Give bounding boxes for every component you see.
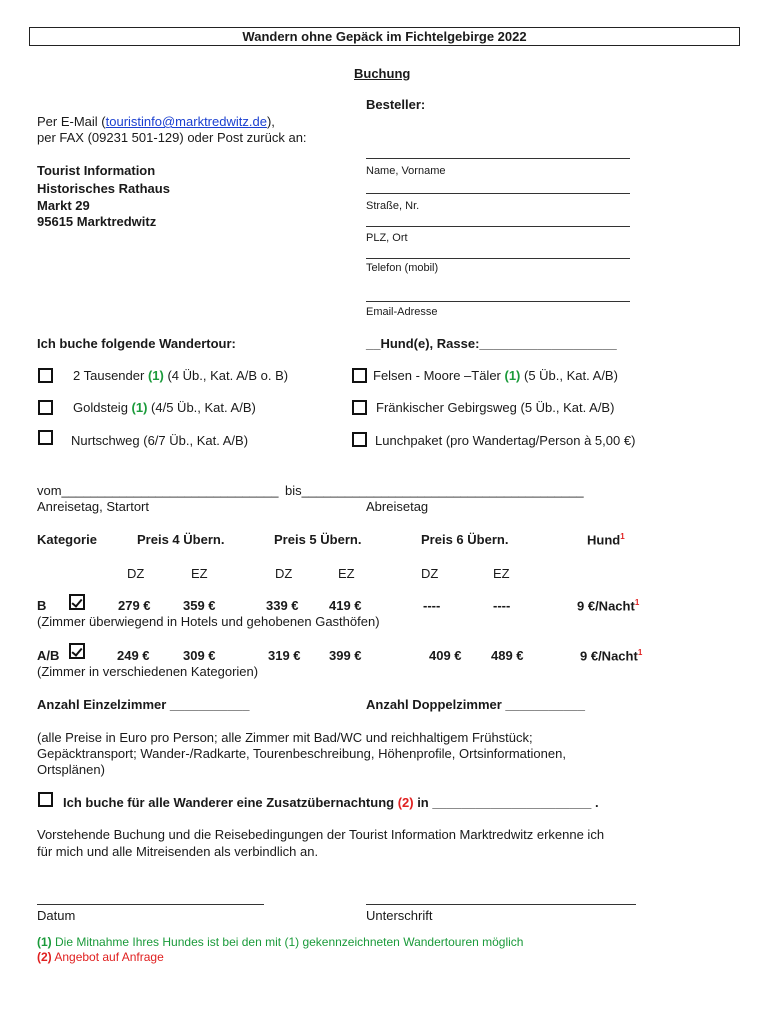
phone-field-label: Telefon (mobil) [366,262,439,274]
form-title: Wandern ohne Gepäck im Fichtelgebirge 2022 [29,27,740,46]
address-line-4: 95615 Marktredwitz [37,214,157,229]
footnote-1: (1) Die Mitnahme Ihres Hundes ist bei den mit (1) gekennzeichneten Wandertouren möglich [37,935,524,949]
row-ab-price: 409 € [429,648,462,663]
terms-line-1: Vorstehende Buchung und die Reisebedingungen der Tourist Information Marktredwitz erkenne ich [37,827,605,842]
email-link[interactable]: touristinfo@marktredwitz.de [105,114,267,129]
dog-breed-field[interactable]: __Hund(e), Rasse:___________________ [366,336,617,351]
row-b-price: 419 € [329,598,362,613]
tour-label-felsen-moore: Felsen - Moore –Täler (1) (5 Üb., Kat. A/B) [373,368,618,383]
col-header-5-nights: Preis 5 Übern. [274,532,362,547]
row-b-price: 339 € [266,598,299,613]
name-field-label: Name, Vorname [366,165,446,177]
from-date-label: Anreisetag, Startort [37,499,149,514]
terms-line-2: für mich und alle Mitreisenden als verbindlich an. [37,844,319,859]
name-field-line[interactable] [366,158,630,159]
row-ab-price: 399 € [329,648,362,663]
address-line-1: Tourist Information [37,163,156,178]
included-line-1: (alle Preise in Euro pro Person; alle Zimmer mit Bad/WC und reichhaltigem Frühstück; [37,730,533,745]
from-date-field[interactable]: vom______________________________ [37,483,279,498]
row-ab-price: 309 € [183,648,216,663]
address-line-2: Historisches Rathaus [37,181,170,196]
row-ab-price: 319 € [268,648,301,663]
street-field-line[interactable] [366,193,630,194]
subheader-dz-6: DZ [421,566,439,581]
tour-label-nurtschweg: Nurtschweg (6/7 Üb., Kat. A/B) [71,433,249,448]
tour-checkbox-fraenkischer[interactable] [352,400,367,415]
col-header-category: Kategorie [37,532,97,547]
row-b-category: B [37,598,47,613]
subheader-ez-4: EZ [191,566,208,581]
to-date-label: Abreisetag [366,499,429,514]
city-field-line[interactable] [366,226,630,227]
date-signature-line[interactable] [37,904,264,905]
tour-heading: Ich buche folgende Wandertour: [37,336,236,351]
email-field-line[interactable] [366,301,630,302]
city-field-label: PLZ, Ort [366,232,408,244]
col-header-4-nights: Preis 4 Übern. [137,532,225,547]
tour-label-goldsteig: Goldsteig (1) (4/5 Üb., Kat. A/B) [73,400,256,415]
subheader-dz-5: DZ [275,566,293,581]
single-rooms-field[interactable]: Anzahl Einzelzimmer ___________ [37,697,250,712]
row-ab-category: A/B [37,648,60,663]
subheader-dz-4: DZ [127,566,145,581]
row-b-price: ---- [423,598,441,613]
to-date-field[interactable]: bis_______________________________________ [285,483,584,498]
row-ab-note: (Zimmer in verschiedenen Kategorien) [37,664,259,679]
lunchpaket-label: Lunchpaket (pro Wandertag/Person à 5,00 €) [375,433,636,448]
row-b-price: ---- [493,598,511,613]
besteller-label: Besteller: [366,97,426,112]
col-header-dog: Hund$^1$ [587,532,625,548]
tour-checkbox-felsen-moore[interactable] [352,368,367,383]
subheader-ez-5: EZ [338,566,355,581]
email-line: Per E-Mail (touristinfo@marktredwitz.de), [37,114,275,129]
double-rooms-field[interactable]: Anzahl Doppelzimmer ___________ [366,697,585,712]
footnote-2: (2) Angebot auf Anfrage [37,950,164,964]
tour-checkbox-2-tausender[interactable] [38,368,53,383]
row-ab-dog-price: 9 €/Nacht$^1$ [580,648,643,664]
row-ab-price: 249 € [117,648,150,663]
extra-night-checkbox[interactable] [38,792,53,807]
street-field-label: Straße, Nr. [366,200,420,212]
row-ab-checkbox[interactable] [69,643,85,659]
tour-checkbox-nurtschweg[interactable] [38,430,53,445]
row-b-checkbox[interactable] [69,594,85,610]
fax-line: per FAX (09231 501-129) oder Post zurück an: [37,130,307,145]
date-label: Datum [37,908,76,923]
signature-label: Unterschrift [366,908,433,923]
tour-checkbox-goldsteig[interactable] [38,400,53,415]
row-b-note: (Zimmer überwiegend in Hotels und gehobenen Gasthöfen) [37,614,380,629]
phone-field-line[interactable] [366,258,630,259]
row-b-price: 279 € [118,598,151,613]
address-line-3: Markt 29 [37,198,90,213]
row-b-dog-price: 9 €/Nacht$^1$ [577,598,640,614]
subheader-ez-6: EZ [493,566,510,581]
tour-label-fraenkischer: Fränkischer Gebirgsweg (5 Üb., Kat. A/B) [376,400,615,415]
included-line-3: Ortsplänen) [37,762,105,777]
extra-night-label[interactable]: Ich buche für alle Wanderer eine Zusatzübernachtung (2) in ______________________ . [63,795,599,810]
col-header-6-nights: Preis 6 Übern. [421,532,509,547]
tour-label-2-tausender: 2 Tausender (1) (4 Üb., Kat. A/B o. B) [73,368,289,383]
email-field-label: Email-Adresse [366,306,438,318]
row-ab-price: 489 € [491,648,524,663]
lunchpaket-checkbox[interactable] [352,432,367,447]
included-line-2: Gepäcktransport; Wander-/Radkarte, Tourenbeschreibung, Höhenprofile, Ortsinformationen, [37,746,566,761]
row-b-price: 359 € [183,598,216,613]
section-heading: Buchung [354,66,411,81]
signature-line[interactable] [366,904,636,905]
